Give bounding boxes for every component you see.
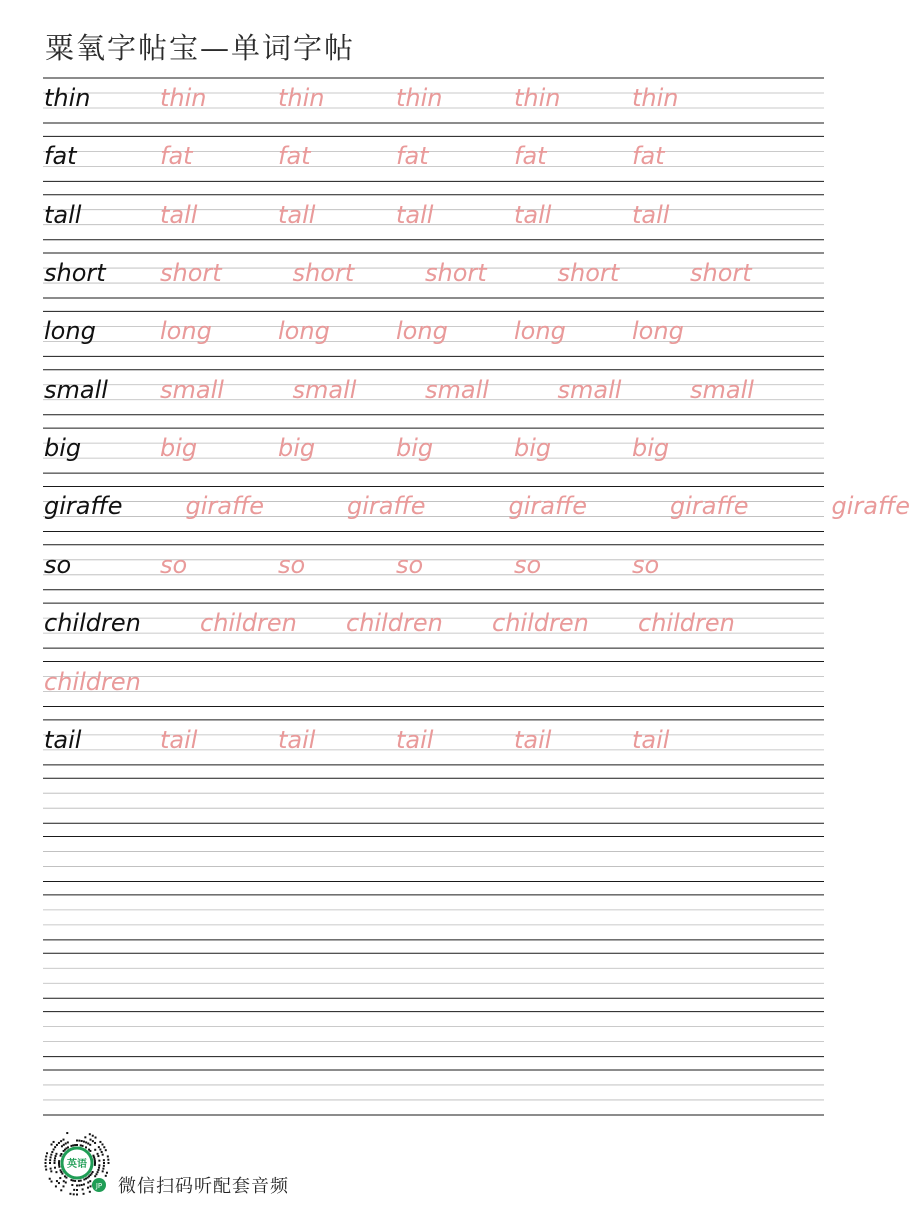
trace-word: big — [514, 434, 552, 463]
trace-word: so — [160, 550, 188, 579]
model-word: fat — [44, 142, 77, 171]
trace-word: giraffe — [670, 492, 749, 521]
page-title: 粟氧字帖宝—单词字帖 — [45, 31, 356, 65]
trace-word: tall — [160, 200, 198, 229]
trace-word: long — [278, 317, 330, 346]
scan-for-audio-caption: 微信扫码听配套音频 — [118, 1176, 289, 1197]
trace-word: giraffe — [347, 492, 426, 521]
trace-word: tail — [632, 725, 670, 754]
trace-word: long — [514, 317, 566, 346]
trace-word: short — [160, 259, 222, 288]
trace-word: long — [396, 317, 448, 346]
trace-word: long — [160, 317, 212, 346]
trace-word: so — [278, 550, 306, 579]
trace-word: tail — [396, 725, 434, 754]
trace-word: giraffe — [185, 492, 265, 521]
trace-word: fat — [278, 142, 311, 171]
trace-word: children — [44, 667, 141, 696]
trace-word: small — [292, 375, 357, 404]
trace-word: small — [425, 375, 489, 404]
trace-word: so — [396, 550, 424, 579]
trace-word: fat — [632, 142, 665, 171]
model-word: tail — [44, 725, 82, 754]
trace-word: fat — [396, 142, 429, 171]
trace-word: tall — [396, 200, 434, 229]
trace-word: small — [690, 375, 754, 404]
trace-word: big — [632, 434, 670, 463]
trace-word: tall — [514, 200, 552, 229]
trace-word: long — [632, 317, 684, 346]
model-word: so — [44, 550, 72, 579]
trace-word: children — [200, 609, 297, 638]
trace-word: children — [492, 609, 589, 638]
trace-word: thin — [160, 84, 207, 112]
trace-word: big — [160, 434, 198, 463]
trace-word: giraffe — [508, 492, 588, 521]
trace-word: tail — [514, 725, 552, 754]
trace-word: children — [346, 609, 443, 638]
trace-word: short — [557, 259, 620, 288]
trace-word: so — [632, 550, 660, 579]
trace-word: tall — [632, 200, 670, 229]
trace-word: fat — [160, 142, 193, 171]
trace-word: tall — [278, 200, 316, 229]
qr-code-icon[interactable] — [42, 1128, 112, 1198]
trace-word: short — [690, 259, 752, 288]
trace-word: thin — [514, 84, 561, 112]
trace-word: so — [514, 550, 542, 579]
qr-sub-badge: JP — [95, 1182, 103, 1190]
trace-word: short — [292, 259, 355, 288]
trace-word: tail — [278, 725, 316, 754]
model-word: small — [44, 375, 108, 404]
model-word: long — [44, 317, 96, 346]
trace-word: thin — [278, 84, 325, 112]
model-word: big — [44, 434, 82, 463]
trace-word: short — [425, 259, 487, 288]
trace-word: small — [557, 375, 622, 404]
model-word: children — [44, 609, 141, 638]
trace-word: big — [396, 434, 434, 463]
trace-word: big — [278, 434, 316, 463]
trace-word: small — [160, 375, 224, 404]
model-word: tall — [44, 200, 82, 229]
model-word: giraffe — [44, 492, 123, 521]
trace-word: children — [638, 609, 735, 638]
trace-word: thin — [632, 84, 679, 112]
qr-badge-label: 英语 — [67, 1159, 87, 1170]
trace-word: thin — [396, 84, 443, 112]
trace-word: tail — [160, 725, 198, 754]
model-word: short — [44, 259, 106, 288]
trace-word: giraffe — [831, 492, 910, 521]
trace-word: fat — [514, 142, 547, 171]
model-word: thin — [44, 84, 91, 112]
